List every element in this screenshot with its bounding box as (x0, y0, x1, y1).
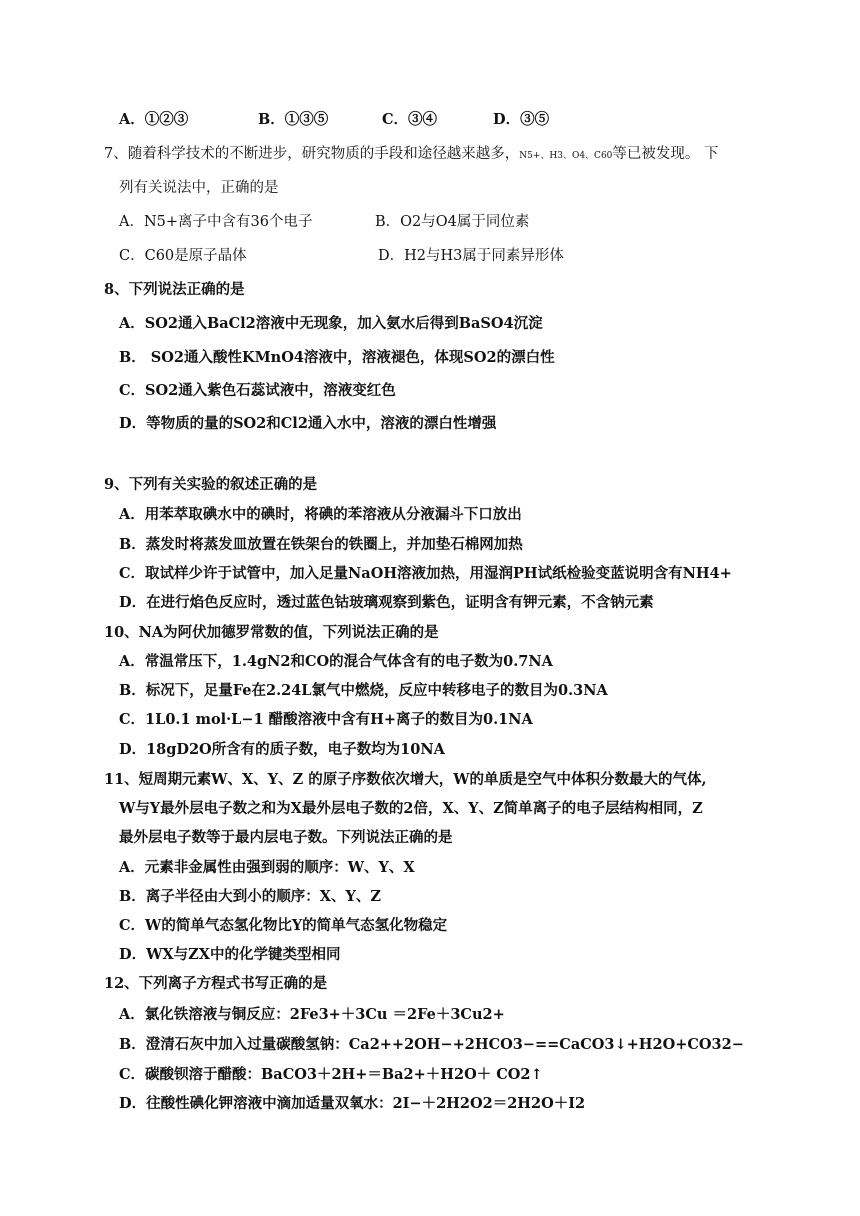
q7-option-d: D．H2与H3属于同素异形体 (378, 248, 564, 264)
q7-lead: 7、随着科学技术的不断进步，研究物质的手段和途径越来越多， (104, 146, 520, 162)
q11-option-b: B．离子半径由大到小的顺序：X、Y、Z (119, 888, 381, 905)
q11-option-d: D．WX与ZX中的化学键类型相同 (119, 946, 341, 963)
q12-stem: 12、下列离子方程式书写正确的是 (104, 975, 328, 992)
q7-stem-cont: 列有关说法中，正确的是 (119, 180, 279, 196)
q10-option-d: D．18gD2O所含有的质子数，电子数均为10NA (119, 741, 445, 758)
q7-option-b: B．O2与O4属于同位素 (375, 214, 530, 230)
q7-stem (104, 144, 719, 166)
q7-options-row1 (119, 212, 529, 232)
q9-option-a: A．用苯萃取碘水中的碘时，将碘的苯溶液从分液漏斗下口放出 (119, 506, 522, 523)
q12-option-c: C．碳酸钡溶于醋酸：BaCO3＋2H+＝Ba2+＋H2O＋ CO2↑ (119, 1066, 543, 1083)
q7-species: N5+、H3、O4、C60 (519, 151, 613, 161)
q11-stem-line3: 最外层电子数等于最内层电子数。下列说法正确的是 (119, 829, 453, 846)
q10-option-b: B．标况下，足量Fe在2.24L氯气中燃烧，反应中转移电子的数目为0.3NA (119, 682, 608, 699)
q6-option-c: C．③④ (382, 111, 438, 128)
q10-option-c: C．1L0.1 mol·L−1 醋酸溶液中含有H+离子的数目为0.1NA (119, 711, 533, 728)
q9-option-d: D．在进行焰色反应时，透过蓝色钴玻璃观察到紫色，证明含有钾元素，不含钠元素 (119, 594, 654, 611)
q9-option-c: C．取试样少许于试管中，加入足量NaOH溶液加热，用湿润PH试纸检验变蓝说明含有NH4+ (119, 565, 732, 582)
q8-option-a: A．SO2通入BaCl2溶液中无现象，加入氨水后得到BaSO4沉淀 (119, 315, 543, 332)
q11-option-a: A．元素非金属性由强到弱的顺序：W、Y、X (119, 859, 415, 876)
q6-option-b: B．①③⑤ (258, 111, 329, 128)
q9-option-b: B．蒸发时将蒸发皿放置在铁架台的铁圈上，并加垫石棉网加热 (119, 536, 523, 553)
q8-option-b: B． SO2通入酸性KMnO4溶液中，溶液褪色，体现SO2的漂白性 (119, 349, 555, 366)
q11-option-c: C．W的简单气态氢化物比Y的简单气态氢化物稳定 (119, 917, 448, 934)
q6-option-d: D．③⑤ (493, 111, 550, 128)
q7-option-c: C．C60是原子晶体 (119, 248, 247, 264)
q10-option-a: A．常温常压下，1.4gN2和CO的混合气体含有的电子数为0.7NA (119, 653, 553, 670)
q8-option-c: C．SO2通入紫色石蕊试液中，溶液变红色 (119, 382, 396, 399)
q9-stem: 9、下列有关实验的叙述正确的是 (104, 476, 318, 493)
q7-tail: 等已被发现。 下 (612, 146, 719, 162)
q10-stem: 10、NA为阿伏加德罗常数的值，下列说法正确的是 (104, 624, 439, 641)
q6-option-a: A．①②③ (119, 111, 189, 128)
q12-option-b: B．澄清石灰中加入过量碳酸氢钠：Ca2++2OH−+2HCO3−==CaCO3↓+H2O+CO32− (119, 1036, 744, 1053)
q6-options (119, 110, 549, 130)
q11-stem-line2: W与Y最外层电子数之和为X最外层电子数的2倍，X、Y、Z简单离子的电子层结构相同，Z (119, 800, 703, 817)
q8-option-d: D．等物质的量的SO2和Cl2通入水中，溶液的漂白性增强 (119, 415, 497, 432)
q12-option-d: D．往酸性碘化钾溶液中滴加适量双氧水：2I−＋2H2O2＝2H2O＋I2 (119, 1095, 586, 1112)
q12-option-a: A．氯化铁溶液与铜反应：2Fe3+＋3Cu ＝2Fe＋3Cu2+ (119, 1006, 505, 1023)
q8-stem: 8、下列说法正确的是 (104, 281, 245, 298)
q7-options-row2 (119, 246, 564, 266)
q11-stem-line1: 11、短周期元素W、X、Y、Z 的原子序数依次增大，W的单质是空气中体积分数最大的气体, (104, 771, 707, 788)
q7-option-a: A．N5+离子中含有36个电子 (119, 214, 313, 230)
